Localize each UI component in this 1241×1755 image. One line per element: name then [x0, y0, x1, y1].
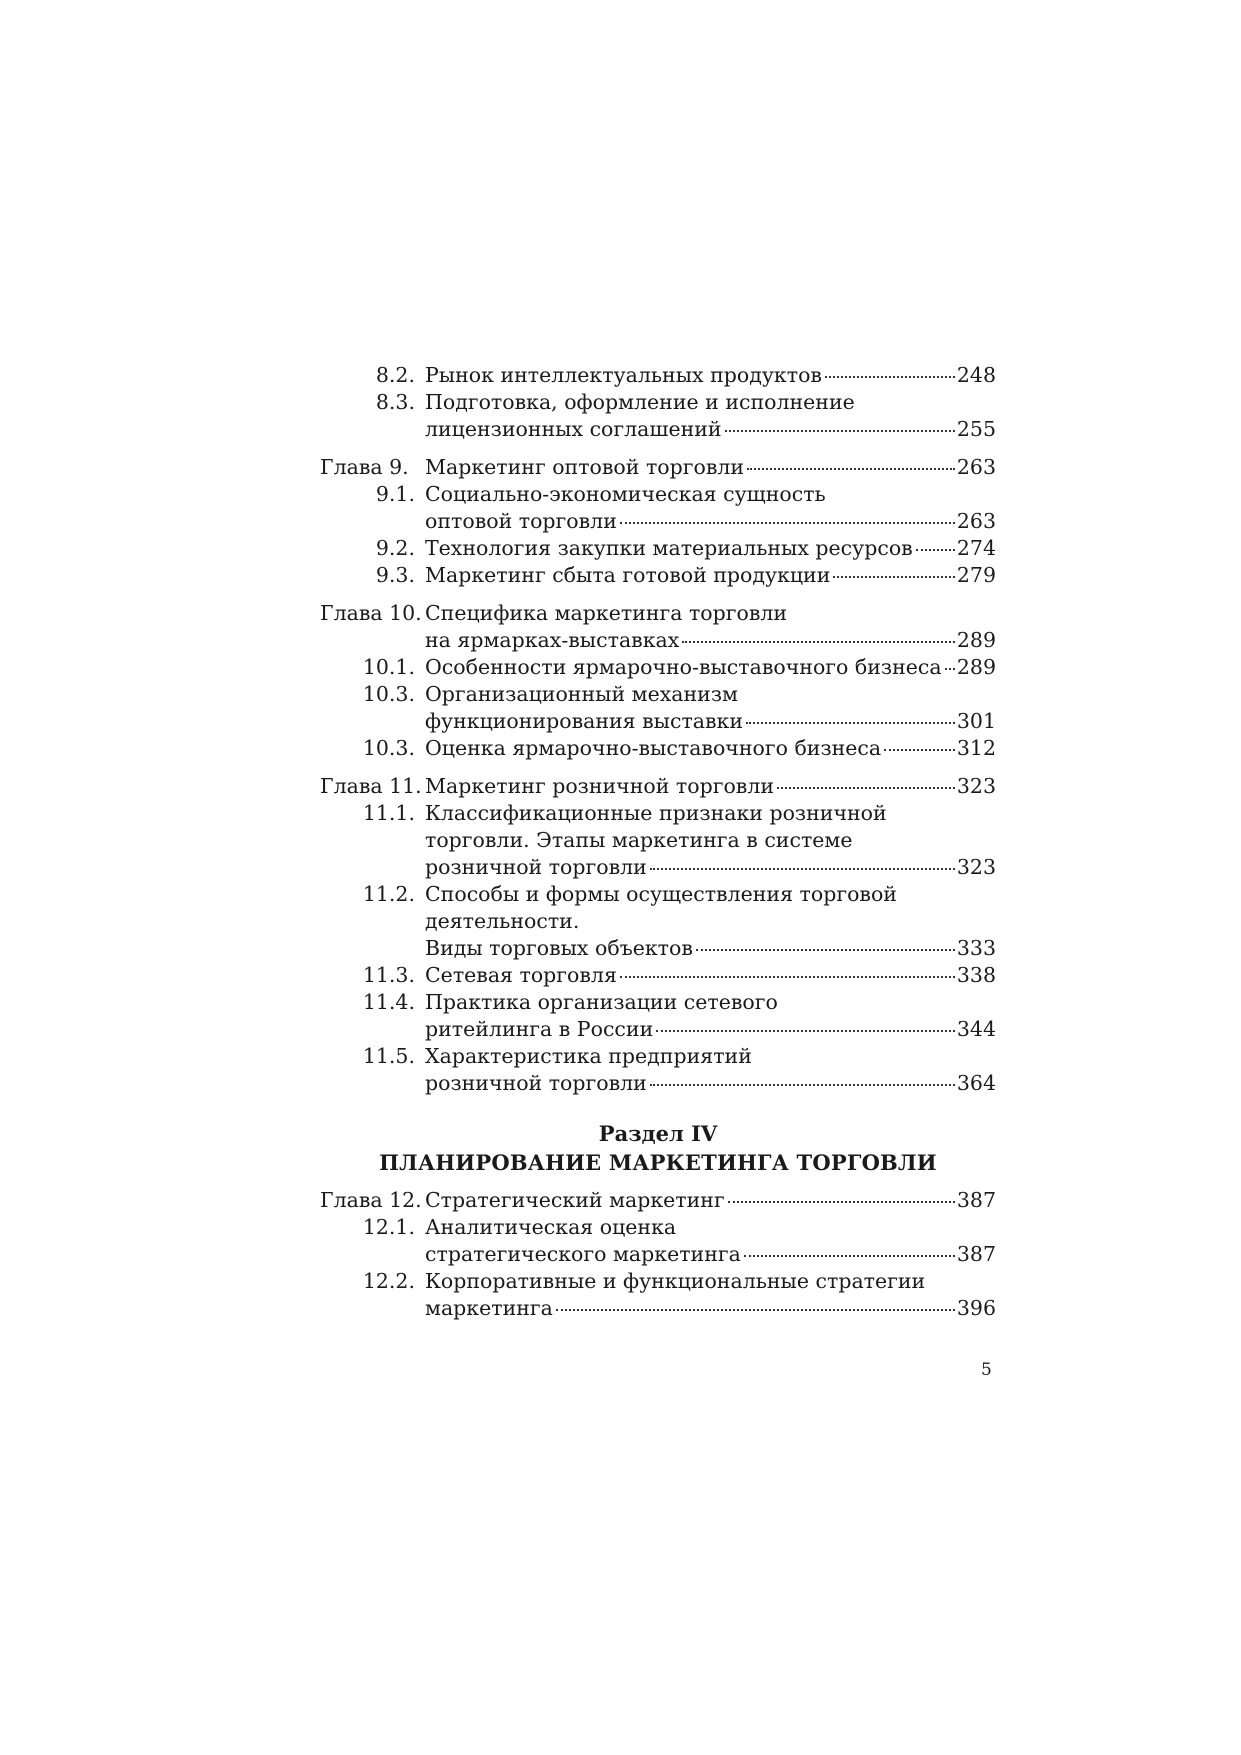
dot-leader: [746, 722, 955, 724]
toc-entry-title-line: функционирования выставки: [425, 709, 744, 733]
dot-leader: [650, 1084, 955, 1086]
toc-entry-last-line: [425, 454, 996, 481]
toc-entry-body: [425, 654, 996, 681]
toc-entry-body: [425, 481, 996, 535]
toc-entry-number: 10.1.: [362, 655, 415, 679]
toc-entry-last-line: [425, 627, 996, 654]
toc-entry-last-line: [425, 508, 996, 535]
toc-section-entry: [320, 362, 996, 389]
toc-section-entry: [320, 962, 996, 989]
toc-page-number: 289: [956, 628, 996, 652]
toc-entry-last-line: [425, 735, 996, 762]
dot-leader: [744, 1255, 955, 1257]
dot-leader: [725, 430, 955, 432]
toc-entry-title-line: Технология закупки материальных ресурсов: [425, 536, 913, 560]
toc-entry-number: Глава 9.: [320, 455, 409, 479]
table-of-contents: [320, 362, 996, 1322]
toc-entry-body: [425, 389, 996, 443]
toc-chapter-entry: [320, 773, 996, 800]
dot-leader: [682, 641, 955, 643]
toc-entry-title-line: оптовой торговли: [425, 509, 617, 533]
toc-section-entry: [320, 1214, 996, 1268]
toc-entry-last-line: [425, 1070, 996, 1097]
toc-entry-number: 9.2.: [375, 536, 415, 560]
toc-section-entry: [320, 1268, 996, 1322]
toc-page-number: 364: [956, 1071, 996, 1095]
section-title: ПЛАНИРОВАНИЕ МАРКЕТИНГА ТОРГОВЛИ: [379, 1150, 937, 1175]
toc-entry-number: 10.3.: [362, 682, 415, 706]
toc-entry-last-line: [425, 535, 996, 562]
dot-leader: [650, 868, 955, 870]
toc-entry-number: 11.2.: [362, 882, 415, 906]
toc-section-entry: [320, 562, 996, 589]
toc-section-entry: [320, 1043, 996, 1097]
toc-page-number: 263: [956, 455, 996, 479]
toc-page-number: 248: [956, 363, 996, 387]
toc-entry-number: 8.2.: [375, 363, 415, 387]
toc-entry-number: 8.3.: [375, 390, 415, 414]
toc-entry-body: [425, 773, 996, 800]
toc-entry-title-line: Социально-экономическая сущность: [425, 482, 826, 506]
toc-section-entry: [320, 654, 996, 681]
dot-leader: [884, 749, 955, 751]
toc-entry-title-line: ритейлинга в России: [425, 1017, 654, 1041]
toc-entry-body: [425, 1187, 996, 1214]
toc-chapter-entry: [320, 600, 996, 654]
dot-leader: [656, 1030, 955, 1032]
toc-entry-number: 12.1.: [362, 1215, 415, 1239]
toc-entry-body: [425, 535, 996, 562]
toc-page-number: 289: [956, 655, 996, 679]
toc-page-number: 301: [956, 709, 996, 733]
toc-entry-body: [425, 1043, 996, 1097]
toc-entry-title-line: на ярмарках-выставках: [425, 628, 680, 652]
toc-entry-body: [425, 800, 996, 881]
toc-chapter-entry: [320, 1187, 996, 1214]
toc-page-number: 274: [956, 536, 996, 560]
toc-entry-body: [425, 681, 996, 735]
dot-leader: [916, 549, 955, 551]
dot-leader: [728, 1201, 955, 1203]
toc-entry-title-line: лицензионных соглашений: [425, 417, 722, 441]
toc-entry-last-line: [425, 416, 996, 443]
toc-entry-last-line: [425, 1187, 996, 1214]
toc-entry-title-line: розничной торговли: [425, 855, 647, 879]
toc-entry-number: 11.1.: [362, 801, 415, 825]
toc-entry-number: 11.3.: [362, 963, 415, 987]
dot-leader: [777, 787, 955, 789]
toc-entry-body: [425, 600, 996, 654]
toc-entry-body: [425, 1268, 996, 1322]
toc-entry-number: Глава 10.: [320, 601, 422, 625]
toc-entry-last-line: [425, 708, 996, 735]
toc-page-number: 323: [956, 855, 996, 879]
toc-entry-body: [425, 735, 996, 762]
toc-entry-last-line: [425, 1241, 996, 1268]
toc-entry-number: 9.3.: [375, 563, 415, 587]
toc-page-number: 344: [956, 1017, 996, 1041]
toc-section-entry: [320, 881, 996, 962]
dot-leader: [620, 522, 955, 524]
dot-leader: [825, 376, 955, 378]
toc-entry-number: Глава 11.: [320, 774, 422, 798]
toc-entry-last-line: [425, 773, 996, 800]
toc-entry-last-line: [425, 854, 996, 881]
toc-page-number: 279: [956, 563, 996, 587]
toc-section-entry: [320, 800, 996, 881]
dot-leader: [696, 949, 955, 951]
toc-entry-title-line: Стратегический маркетинг: [425, 1188, 725, 1212]
toc-entry-title-line: Маркетинг сбыта готовой продукции: [425, 563, 831, 587]
toc-entry-title-line: Специфика маркетинга торговли: [425, 601, 788, 625]
toc-page-number: 255: [956, 417, 996, 441]
toc-chapter-entry: [320, 454, 996, 481]
toc-entry-number: Глава 12.: [320, 1188, 422, 1212]
toc-section-entry: [320, 389, 996, 443]
toc-page-number: 396: [956, 1296, 996, 1320]
toc-page-number: 323: [956, 774, 996, 798]
toc-page-number: 263: [956, 509, 996, 533]
toc-entry-body: [425, 881, 996, 962]
toc-entry-title-line: деятельности.: [425, 909, 580, 933]
dot-leader: [833, 576, 954, 578]
toc-entry-title-line: Аналитическая оценка: [425, 1215, 677, 1239]
toc-entry-number: 11.5.: [362, 1044, 415, 1068]
toc-entry-title-line: Подготовка, оформление и исполнение: [425, 390, 855, 414]
dot-leader: [747, 468, 955, 470]
toc-entry-title-line: Сетевая торговля: [425, 963, 617, 987]
toc-section-entry: [320, 681, 996, 735]
dot-leader: [556, 1309, 955, 1311]
toc-page-number: 333: [956, 936, 996, 960]
toc-entry-last-line: [425, 562, 996, 589]
toc-entry-title-line: Характеристика предприятий: [425, 1044, 752, 1068]
section-heading: [320, 1119, 996, 1177]
toc-entry-last-line: [425, 935, 996, 962]
toc-entry-title-line: Рынок интеллектуальных продуктов: [425, 363, 822, 387]
dot-leader: [620, 976, 955, 978]
toc-entry-title-line: торговли. Этапы маркетинга в системе: [425, 828, 853, 852]
toc-entry-title-line: Способы и формы осуществления торговой: [425, 882, 897, 906]
toc-entry-number: 11.4.: [362, 990, 415, 1014]
dot-leader: [945, 668, 955, 670]
toc-entry-title-line: Оценка ярмарочно-выставочного бизнеса: [425, 736, 882, 760]
section-label: Раздел IV: [598, 1121, 718, 1146]
toc-entry-title-line: Маркетинг розничной торговли: [425, 774, 775, 798]
toc-entry-title-line: маркетинга: [425, 1296, 553, 1320]
toc-entry-number: 12.2.: [362, 1269, 415, 1293]
toc-entry-last-line: [425, 962, 996, 989]
toc-page-number: 387: [956, 1188, 996, 1212]
toc-list-part-2: [320, 1187, 996, 1322]
toc-entry-title-line: Особенности ярмарочно-выставочного бизнеса: [425, 655, 942, 679]
toc-entry-number: 9.1.: [375, 482, 415, 506]
toc-entry-title-line: Маркетинг оптовой торговли: [425, 455, 745, 479]
toc-entry-last-line: [425, 1295, 996, 1322]
toc-entry-body: [425, 562, 996, 589]
toc-section-entry: [320, 989, 996, 1043]
toc-entry-last-line: [425, 362, 996, 389]
toc-entry-last-line: [425, 1016, 996, 1043]
toc-entry-title-line: розничной торговли: [425, 1071, 647, 1095]
toc-entry-last-line: [425, 654, 996, 681]
toc-list-part-1: [320, 362, 996, 1097]
toc-section-entry: [320, 535, 996, 562]
toc-page-number: 338: [956, 963, 996, 987]
page-number: 5: [981, 1360, 992, 1380]
toc-entry-body: [425, 1214, 996, 1268]
toc-entry-title-line: стратегического маркетинга: [425, 1242, 741, 1266]
toc-entry-title-line: Классификационные признаки розничной: [425, 801, 887, 825]
toc-page-number: 387: [956, 1242, 996, 1266]
toc-section-entry: [320, 735, 996, 762]
toc-entry-title-line: Виды торговых объектов: [425, 936, 693, 960]
toc-section-entry: [320, 481, 996, 535]
toc-entry-body: [425, 454, 996, 481]
toc-entry-body: [425, 989, 996, 1043]
toc-page-number: 312: [956, 736, 996, 760]
toc-entry-number: 10.3.: [362, 736, 415, 760]
toc-entry-title-line: Корпоративные и функциональные стратегии: [425, 1269, 926, 1293]
toc-entry-title-line: Организационный механизм: [425, 682, 738, 706]
toc-entry-title-line: Практика организации сетевого: [425, 990, 778, 1014]
toc-entry-body: [425, 962, 996, 989]
toc-entry-body: [425, 362, 996, 389]
